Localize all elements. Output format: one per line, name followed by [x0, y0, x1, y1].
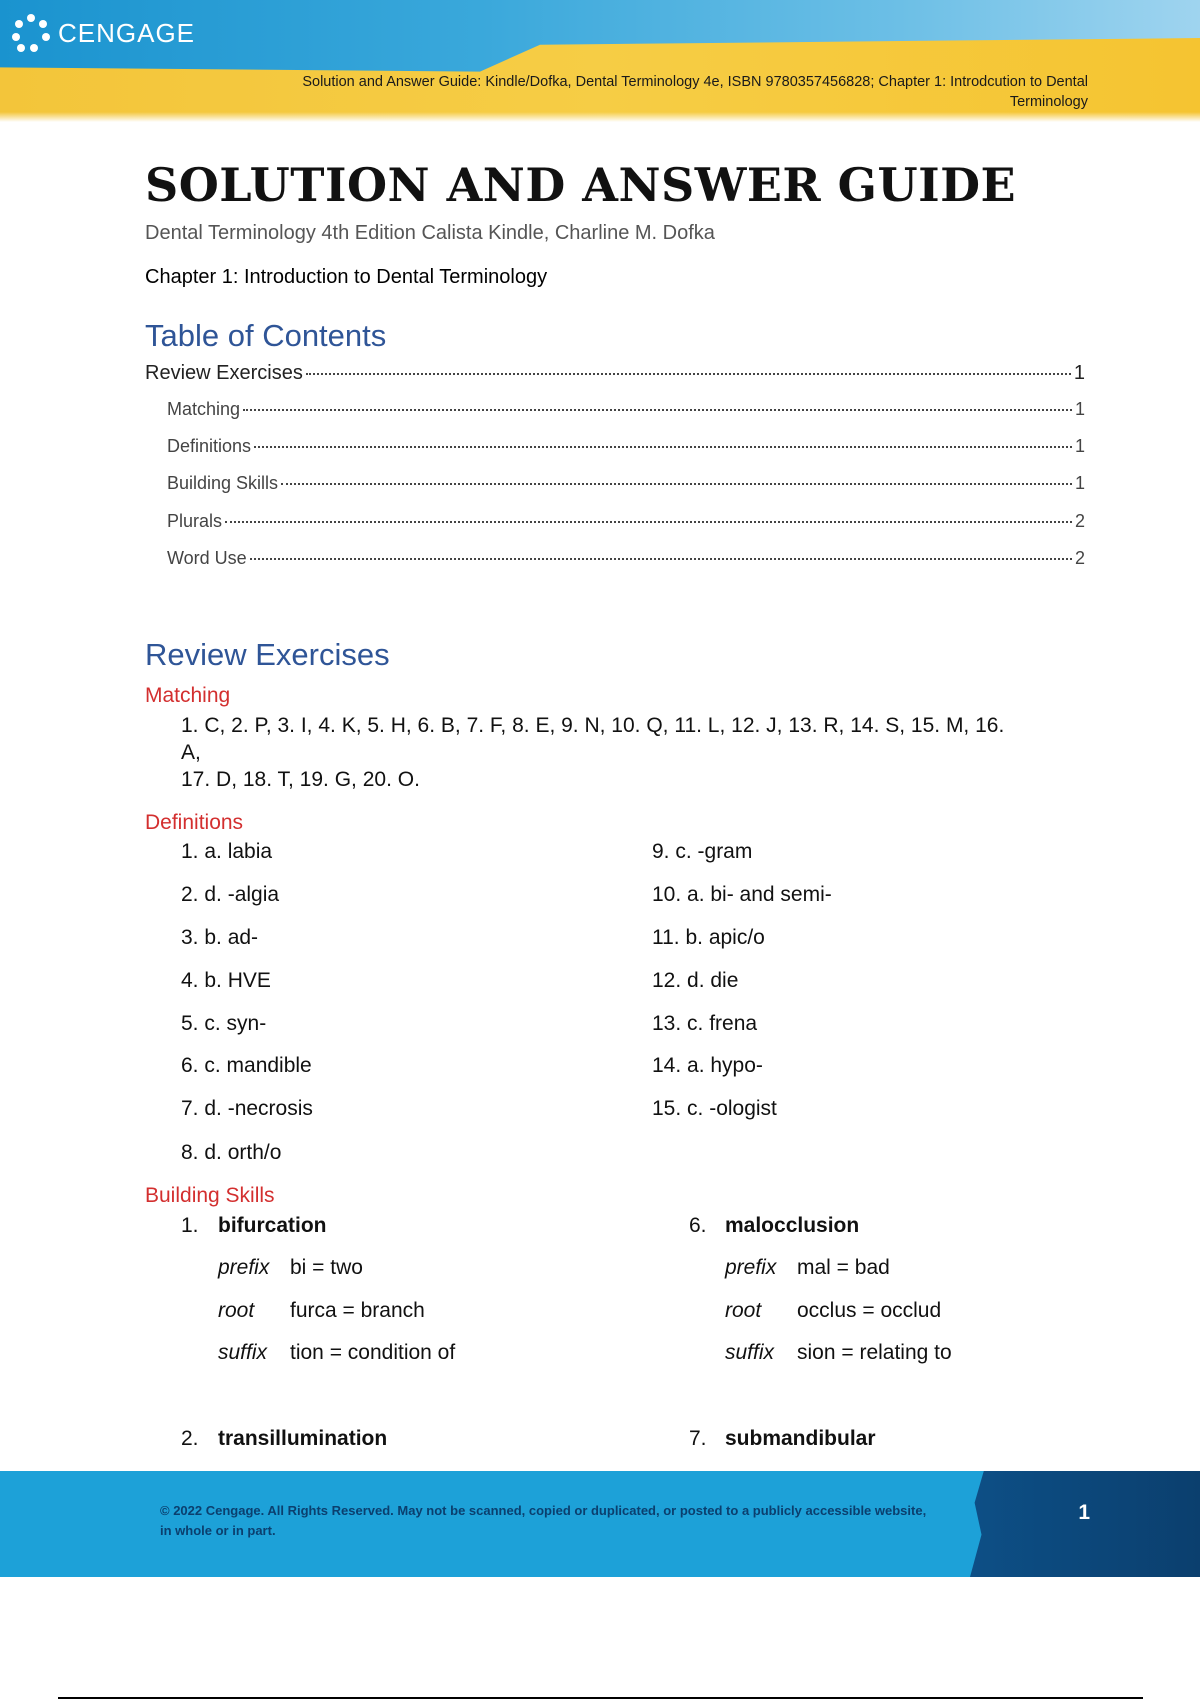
cengage-logo [12, 14, 195, 52]
root-value: occlus = occlud [797, 1299, 942, 1322]
page-number: 1 [1078, 1501, 1090, 1524]
building-item-number: 1. [181, 1214, 199, 1237]
definition-answer: 9. c. -gram [652, 840, 753, 863]
building-skills-heading: Building Skills [145, 1184, 275, 1207]
matching-answers-line2: A, [181, 741, 201, 764]
toc-entry-review-exercises[interactable] [145, 362, 1085, 385]
building-item-number: 6. [689, 1214, 707, 1237]
building-item-word: submandibular [725, 1427, 876, 1450]
definition-answer: 13. c. frena [652, 1012, 758, 1035]
toc-leader [250, 558, 1072, 560]
building-item-number: 2. [181, 1427, 199, 1450]
root-label: root [218, 1299, 255, 1322]
definition-answer: 6. c. mandible [181, 1054, 312, 1077]
toc-entry-label: Plurals [167, 511, 223, 531]
review-exercises-heading: Review Exercises [145, 637, 390, 672]
page-header [0, 0, 1200, 122]
matching-answers-line3: 17. D, 18. T, 19. G, 20. O. [181, 768, 420, 791]
root-value: furca = branch [290, 1299, 425, 1322]
definition-answer: 10. a. bi- and semi- [652, 883, 832, 906]
suffix-value: tion = condition of [290, 1341, 456, 1364]
prefix-value: mal = bad [797, 1256, 890, 1279]
toc-leader [225, 521, 1072, 523]
building-item-word: malocclusion [725, 1214, 860, 1237]
toc-leader [254, 446, 1072, 448]
toc-entry-page: 2 [1074, 548, 1085, 568]
prefix-value: bi = two [290, 1256, 363, 1279]
toc-entry-label: Matching [167, 399, 241, 419]
chapter-title: Chapter 1: Introduction to Dental Terminology [145, 266, 548, 288]
cengage-logo-icon [12, 14, 50, 52]
toc-entry-label: Building Skills [167, 473, 279, 493]
toc-heading: Table of Contents [145, 318, 387, 353]
toc-entry-page: 2 [1074, 511, 1085, 531]
definition-answer: 3. b. ad- [181, 926, 259, 949]
definition-answer: 8. d. orth/o [181, 1141, 282, 1164]
building-item-number: 7. [689, 1427, 707, 1450]
definition-answer: 4. b. HVE [181, 969, 271, 992]
root-label: root [725, 1299, 762, 1322]
toc-leader [281, 483, 1072, 485]
definitions-heading: Definitions [145, 811, 244, 834]
toc-entry-matching[interactable] [167, 399, 1085, 420]
toc-entry-label: Word Use [167, 548, 247, 568]
running-header-line2: Terminology [1009, 94, 1088, 110]
definition-answer: 7. d. -necrosis [181, 1097, 313, 1120]
copyright-notice: © 2022 Cengage. All Rights Reserved. May not be scanned, copied or duplicated, or posted to a publicly accessible website, in whole or in part. [160, 1503, 927, 1538]
document-title: SOLUTION AND ANSWER GUIDE [145, 158, 1017, 212]
toc-entry-page: 1 [1073, 362, 1085, 384]
prefix-label: prefix [218, 1256, 270, 1279]
toc-entry-page: 1 [1074, 399, 1085, 419]
toc-entry-label: Review Exercises [145, 362, 303, 384]
toc-entry-word-use[interactable] [167, 548, 1085, 569]
document-subtitle: Dental Terminology 4th Edition Calista Kindle, Charline M. Dofka [145, 222, 715, 244]
suffix-value: sion = relating to [797, 1341, 952, 1364]
definition-answer: 1. a. labia [181, 840, 273, 863]
running-header [168, 72, 1088, 112]
toc-entry-page: 1 [1074, 436, 1085, 456]
definition-answer: 2. d. -algia [181, 883, 280, 906]
matching-heading: Matching [145, 684, 231, 707]
bottom-divider [58, 1697, 1143, 1699]
suffix-label: suffix [218, 1341, 268, 1364]
toc-leader [306, 373, 1071, 375]
running-header-line1: Solution and Answer Guide: Kindle/Dofka, Dental Terminology 4e, ISBN 9780357456828; Chapter 1: Introdcution to Dental [302, 74, 1088, 90]
matching-answers-line1: 1. C, 2. P, 3. I, 4. K, 5. H, 6. B, 7. F, 8. E, 9. N, 10. Q, 11. L, 12. J, 13. R, 14. S, 15. M, 16. [181, 714, 1005, 737]
prefix-label: prefix [725, 1256, 777, 1279]
toc-entry-plurals[interactable] [167, 511, 1085, 532]
suffix-label: suffix [725, 1341, 775, 1364]
building-item-word: bifurcation [218, 1214, 327, 1237]
definition-answer: 5. c. syn- [181, 1012, 267, 1035]
definition-answer: 11. b. apic/o [652, 926, 765, 949]
toc-entry-page: 1 [1074, 473, 1085, 493]
definition-answer: 15. c. -ologist [652, 1097, 777, 1120]
toc-entry-label: Definitions [167, 436, 252, 456]
toc-leader [243, 409, 1072, 411]
building-item-word: transillumination [218, 1427, 388, 1450]
toc-entry-building-skills[interactable] [167, 473, 1085, 494]
definition-answer: 12. d. die [652, 969, 739, 992]
header-fade [0, 112, 1200, 122]
toc-entry-definitions[interactable] [167, 436, 1085, 457]
page-footer [0, 1471, 1200, 1577]
brand-name: CENGAGE [58, 17, 196, 48]
definition-answer: 14. a. hypo- [652, 1054, 763, 1077]
